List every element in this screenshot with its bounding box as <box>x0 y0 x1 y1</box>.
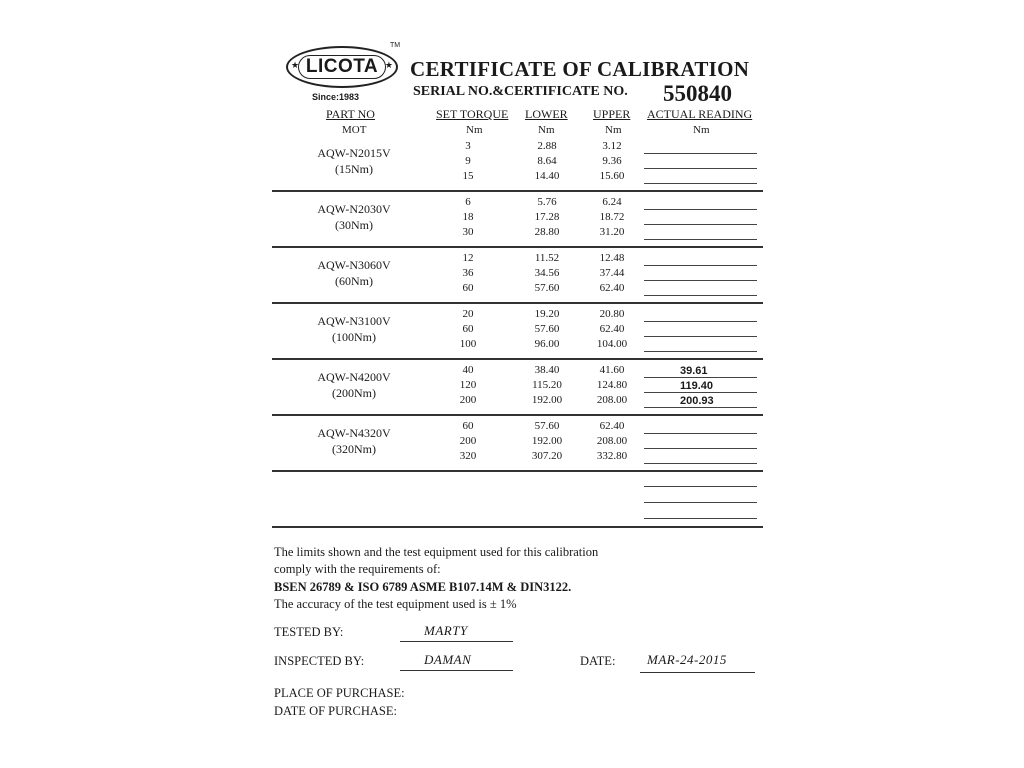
part-number: AQW-N4320V <box>317 426 391 440</box>
logo-text: LICOTA <box>298 55 386 79</box>
cell-set: 200 <box>459 435 477 447</box>
unit-actual: Nm <box>693 124 710 136</box>
reading-line <box>644 265 757 266</box>
cell-upper: 6.24 <box>602 196 622 208</box>
part-range: (15Nm) <box>335 162 373 176</box>
cell-upper: 3.12 <box>602 140 622 152</box>
divider <box>272 414 763 416</box>
reading-line <box>644 392 757 393</box>
cell-set: 120 <box>459 379 477 391</box>
divider <box>272 526 763 528</box>
part-range: (30Nm) <box>335 218 373 232</box>
cell-lower: 34.56 <box>534 267 560 279</box>
reading-line <box>644 168 757 169</box>
cell-upper: 208.00 <box>596 435 628 447</box>
date-value: MAR-24-2015 <box>647 652 727 667</box>
cell-set: 6 <box>465 196 471 208</box>
cell-lower: 19.20 <box>534 308 560 320</box>
reading-line <box>644 280 757 281</box>
cell-upper: 208.00 <box>596 394 628 406</box>
cell-set: 60 <box>462 323 474 335</box>
star-icon: ★ <box>384 61 393 71</box>
cell-upper: 37.44 <box>599 267 625 279</box>
cell-lower: 192.00 <box>531 435 563 447</box>
part-range: (200Nm) <box>332 386 376 400</box>
reading-line <box>644 321 757 322</box>
cell-set: 18 <box>462 211 474 223</box>
actual-reading: 39.61 <box>680 365 708 377</box>
date-of-purchase-label: DATE OF PURCHASE: <box>274 704 397 718</box>
cell-set: 30 <box>462 226 474 238</box>
cell-lower: 96.00 <box>534 338 560 350</box>
reading-line <box>644 153 757 154</box>
cell-lower: 38.40 <box>534 364 560 376</box>
actual-reading: 200.93 <box>680 395 714 407</box>
reading-line <box>644 351 757 352</box>
cell-set: 200 <box>459 394 477 406</box>
compliance-text: The limits shown and the test equipment used for this calibration <box>274 545 599 559</box>
reading-line <box>644 407 757 408</box>
reading-line <box>644 502 757 503</box>
part-number: AQW-N3100V <box>317 314 391 328</box>
cell-upper: 9.36 <box>602 155 622 167</box>
date-label: DATE: <box>580 654 616 668</box>
cell-lower: 57.60 <box>534 282 560 294</box>
actual-reading: 119.40 <box>680 380 714 392</box>
cell-lower: 57.60 <box>534 420 560 432</box>
part-number: AQW-N2030V <box>317 202 391 216</box>
unit-upper: Nm <box>605 124 622 136</box>
cell-upper: 62.40 <box>599 420 625 432</box>
reading-line <box>644 486 757 487</box>
reading-line <box>644 224 757 225</box>
cell-upper: 15.60 <box>599 170 625 182</box>
reading-line <box>644 239 757 240</box>
reading-line <box>644 336 757 337</box>
cell-upper: 20.80 <box>599 308 625 320</box>
cell-upper: 332.80 <box>596 450 628 462</box>
serial-label: SERIAL NO.&CERTIFICATE NO. <box>413 84 628 99</box>
part-range: (60Nm) <box>335 274 373 288</box>
cell-lower: 8.64 <box>537 155 557 167</box>
divider <box>272 190 763 192</box>
signature-line <box>400 670 513 671</box>
serial-number: 550840 <box>663 81 732 106</box>
cell-lower: 307.20 <box>531 450 563 462</box>
col-actual-reading: ACTUAL READING <box>647 107 753 121</box>
cell-lower: 17.28 <box>534 211 560 223</box>
cell-lower: 11.52 <box>534 252 560 264</box>
cell-set: 36 <box>462 267 474 279</box>
cell-set: 40 <box>462 364 474 376</box>
reading-line <box>644 183 757 184</box>
cell-upper: 12.48 <box>599 252 625 264</box>
unit-lower: Nm <box>538 124 555 136</box>
accuracy-text: The accuracy of the test equipment used is ± 1% <box>274 597 517 611</box>
since-label: Since:1983 <box>312 92 360 102</box>
inspected-by-signature: DAMAN <box>424 652 472 667</box>
col-part-no: PART NO <box>326 107 375 121</box>
standards-text: BSEN 26789 & ISO 6789 ASME B107.14M & DIN3122. <box>274 580 572 594</box>
part-range: (100Nm) <box>332 330 376 344</box>
compliance-text: comply with the requirements of: <box>274 562 441 576</box>
cell-upper: 31.20 <box>599 226 625 238</box>
cell-upper: 124.80 <box>596 379 628 391</box>
divider <box>272 246 763 248</box>
cell-set: 60 <box>462 282 474 294</box>
cell-set: 100 <box>459 338 477 350</box>
reading-line <box>644 209 757 210</box>
cell-upper: 18.72 <box>599 211 625 223</box>
certificate-title: CERTIFICATE OF CALIBRATION <box>410 57 750 81</box>
cell-set: 3 <box>465 140 471 152</box>
reading-line <box>644 377 757 378</box>
divider <box>272 470 763 472</box>
part-number: AQW-N4200V <box>317 370 391 384</box>
col-set-torque: SET TORQUE <box>436 107 509 121</box>
cell-set: 12 <box>462 252 474 264</box>
cell-set: 9 <box>465 155 471 167</box>
tested-by-signature: MARTY <box>424 623 468 638</box>
cell-upper: 62.40 <box>599 323 625 335</box>
cell-lower: 28.80 <box>534 226 560 238</box>
cell-lower: 192.00 <box>531 394 563 406</box>
part-number: AQW-N3060V <box>317 258 391 272</box>
divider <box>272 358 763 360</box>
reading-line <box>644 518 757 519</box>
cell-lower: 14.40 <box>534 170 560 182</box>
reading-line <box>644 448 757 449</box>
tested-by-label: TESTED BY: <box>274 625 344 639</box>
star-icon: ★ <box>291 61 300 71</box>
reading-line <box>644 433 757 434</box>
place-of-purchase-label: PLACE OF PURCHASE: <box>274 686 405 700</box>
licota-logo <box>286 46 398 88</box>
unit-part: MOT <box>342 124 367 136</box>
col-upper: UPPER <box>593 107 631 121</box>
cell-lower: 2.88 <box>537 140 557 152</box>
part-range: (320Nm) <box>332 442 376 456</box>
cell-upper: 41.60 <box>599 364 625 376</box>
part-number: AQW-N2015V <box>317 146 391 160</box>
cell-lower: 115.20 <box>532 379 562 391</box>
unit-set: Nm <box>466 124 483 136</box>
cell-upper: 104.00 <box>596 338 628 350</box>
reading-line <box>644 295 757 296</box>
trademark-mark: TM <box>390 42 401 49</box>
cell-set: 15 <box>462 170 474 182</box>
cell-set: 320 <box>459 450 477 462</box>
inspected-by-label: INSPECTED BY: <box>274 654 365 668</box>
date-line <box>640 672 755 673</box>
divider <box>272 302 763 304</box>
cell-upper: 62.40 <box>599 282 625 294</box>
cell-set: 60 <box>462 420 474 432</box>
signature-line <box>400 641 513 642</box>
cell-lower: 57.60 <box>534 323 560 335</box>
col-lower: LOWER <box>525 107 568 121</box>
cell-lower: 5.76 <box>537 196 557 208</box>
reading-line <box>644 463 757 464</box>
cell-set: 20 <box>462 308 474 320</box>
